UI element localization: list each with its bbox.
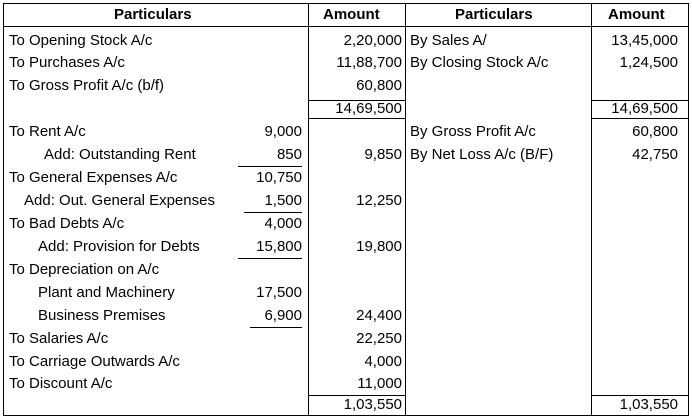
- amount-gross-profit-credit: 60,800: [632, 123, 678, 140]
- header-amount-right: Amount: [608, 6, 665, 23]
- col-divider-3: [591, 4, 592, 415]
- row-gross-profit-credit: By Gross Profit A/c: [410, 123, 536, 140]
- trading-total-debit: 14,69,500: [335, 100, 402, 117]
- row-rent: To Rent A/c: [9, 123, 86, 140]
- amount-rent: 9,850: [364, 146, 402, 163]
- row-discount: To Discount A/c: [9, 375, 113, 392]
- inner-plant-machinery: 17,500: [256, 284, 302, 301]
- inner-rent: 9,000: [264, 123, 302, 140]
- inner-general-expenses: 10,750: [256, 169, 302, 186]
- row-plant-machinery: Plant and Machinery: [38, 284, 175, 301]
- row-outstanding-rent: Add: Outstanding Rent: [44, 146, 196, 163]
- inner-out-general-expenses: 1,500: [244, 190, 302, 213]
- inner-outstanding-rent: 850: [238, 144, 302, 167]
- col-divider-1: [308, 4, 309, 415]
- row-opening-stock: To Opening Stock A/c: [9, 32, 153, 49]
- row-salaries: To Salaries A/c: [9, 330, 109, 347]
- row-net-loss: By Net Loss A/c (B/F): [410, 146, 554, 163]
- row-general-expenses: To General Expenses A/c: [9, 169, 178, 186]
- amount-purchases: 11,88,700: [336, 54, 402, 71]
- trading-total-credit: 14,69,500: [611, 100, 678, 117]
- header-particulars-right: Particulars: [455, 6, 533, 23]
- row-out-general-expenses: Add: Out. General Expenses: [24, 192, 215, 209]
- inner-provision-debts: 15,800: [238, 236, 302, 259]
- header-particulars-left: Particulars: [114, 6, 192, 23]
- row-sales: By Sales A/: [410, 32, 487, 49]
- trading-pl-account-table: [3, 3, 689, 416]
- header-amount-left: Amount: [323, 6, 380, 23]
- inner-business-premises: 6,900: [250, 305, 302, 328]
- row-gross-profit-debit: To Gross Profit A/c (b/f): [9, 77, 165, 94]
- amount-net-loss: 42,750: [632, 146, 678, 163]
- amount-salaries: 22,250: [356, 330, 402, 347]
- pl-total-debit: 1,03,550: [343, 396, 402, 413]
- row-purchases: To Purchases A/c: [9, 54, 125, 71]
- row-carriage-outwards: To Carriage Outwards A/c: [9, 353, 180, 370]
- amount-depreciation: 24,400: [356, 307, 402, 324]
- amount-carriage-outwards: 4,000: [364, 353, 402, 370]
- amount-general-expenses: 12,250: [356, 192, 402, 209]
- amount-gross-profit-debit: 60,800: [356, 77, 402, 94]
- amount-sales: 13,45,000: [611, 32, 678, 49]
- row-bad-debts: To Bad Debts A/c: [9, 215, 125, 232]
- row-depreciation: To Depreciation on A/c: [9, 261, 160, 278]
- header-divider: [4, 26, 688, 27]
- pl-total-credit: 1,03,550: [619, 396, 678, 413]
- amount-closing-stock: 1,24,500: [619, 54, 678, 71]
- inner-bad-debts: 4,000: [264, 215, 302, 232]
- row-business-premises: Business Premises: [38, 307, 166, 324]
- amount-bad-debts: 19,800: [356, 238, 402, 255]
- col-divider-2: [405, 4, 406, 415]
- row-provision-debts: Add: Provision for Debts: [38, 238, 200, 255]
- amount-opening-stock: 2,20,000: [343, 32, 402, 49]
- row-closing-stock: By Closing Stock A/c: [410, 54, 549, 71]
- amount-discount: 11,000: [357, 375, 402, 392]
